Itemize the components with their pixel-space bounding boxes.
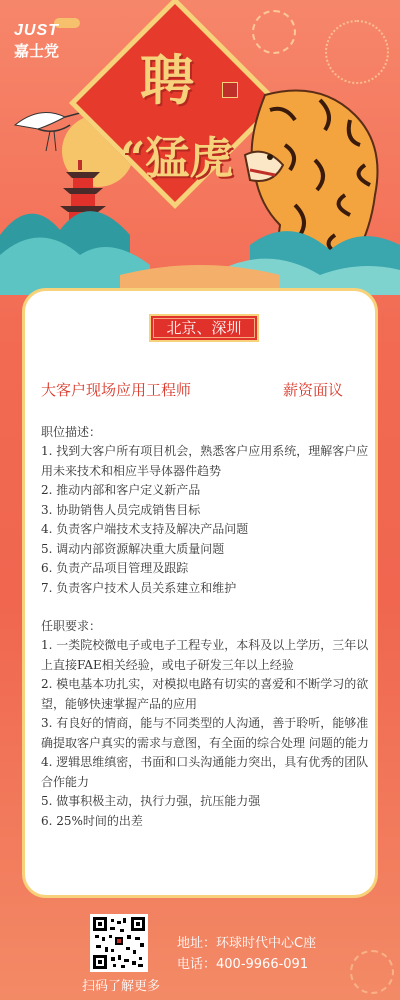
list-item: 7. 负责客户技术人员关系建立和维护 (41, 580, 237, 595)
brand-name-cn: 嘉士党 (14, 42, 60, 60)
duties-list (41, 442, 371, 598)
poster-title: 聘 (140, 48, 194, 112)
list-item: 3. 协助销售人员完成销售目标 (41, 502, 201, 517)
list-item: 5. 做事积极主动，执行力强，抗压能力强 (41, 794, 261, 808)
duties-heading: 职位描述： (41, 425, 102, 439)
list-item: 6. 负责产品项目管理及跟踪 (41, 561, 189, 575)
brand-logo (6, 8, 116, 60)
qr-caption: 扫码了解更多 (82, 979, 161, 994)
list-item: 6. 25%时间的出差 (41, 813, 143, 828)
requirements-list (41, 636, 371, 831)
location-label: 北京、深圳 (166, 319, 242, 337)
mountains-decoration (0, 175, 400, 295)
requirements-heading: 任职要求： (41, 619, 102, 633)
list-item: 2. 模电基本功扎实，对模拟电路有切实的喜爱和不断学习的欲望，能够快速掌握产品的应用 (41, 677, 369, 711)
list-item: 5. 调动内部资源解决重大质量问题 (41, 541, 225, 556)
address-text: 地址：环球时代中心C座 (177, 936, 317, 951)
firework-decoration (252, 10, 296, 54)
list-item: 3. 有良好的情商，能与不同类型的人沟通，善于聆听，能够准确提取客户真实的需求与意图，有全面的综合处理 问题的能力 (41, 716, 369, 750)
qr-code[interactable] (90, 914, 148, 972)
list-item: 1. 一类院校微电子或电子工程专业，本科及以上学历，三年以上直接FAE相关经验，或电子研发三年以上经验 (41, 638, 369, 672)
qr-code-icon (93, 917, 145, 969)
job-card (22, 288, 378, 898)
phone-text[interactable]: 电话：400-9966-091 (177, 957, 309, 972)
job-salary: 薪资面议 (283, 381, 344, 399)
list-item: 4. 逻辑思维缜密，书面和口头沟通能力突出，具有优秀的团队合作能力 (41, 755, 369, 789)
list-item: 1. 找到大客户所有项目机会，熟悉客户应用系统，理解客户应用未来技术和相应半导体器件趋势 (41, 444, 369, 478)
brand-name-en: JUST (14, 22, 59, 39)
poster-subtitle: “猛虎 (120, 133, 234, 184)
list-item: 4. 负责客户端技术支持及解决产品问题 (41, 522, 249, 536)
firework-decoration (325, 20, 389, 84)
job-title: 大客户现场应用工程师 (41, 381, 192, 399)
firework-decoration (350, 950, 394, 994)
location-badge (149, 314, 259, 342)
list-item: 2. 推动内部和客户定义新产品 (41, 483, 201, 497)
